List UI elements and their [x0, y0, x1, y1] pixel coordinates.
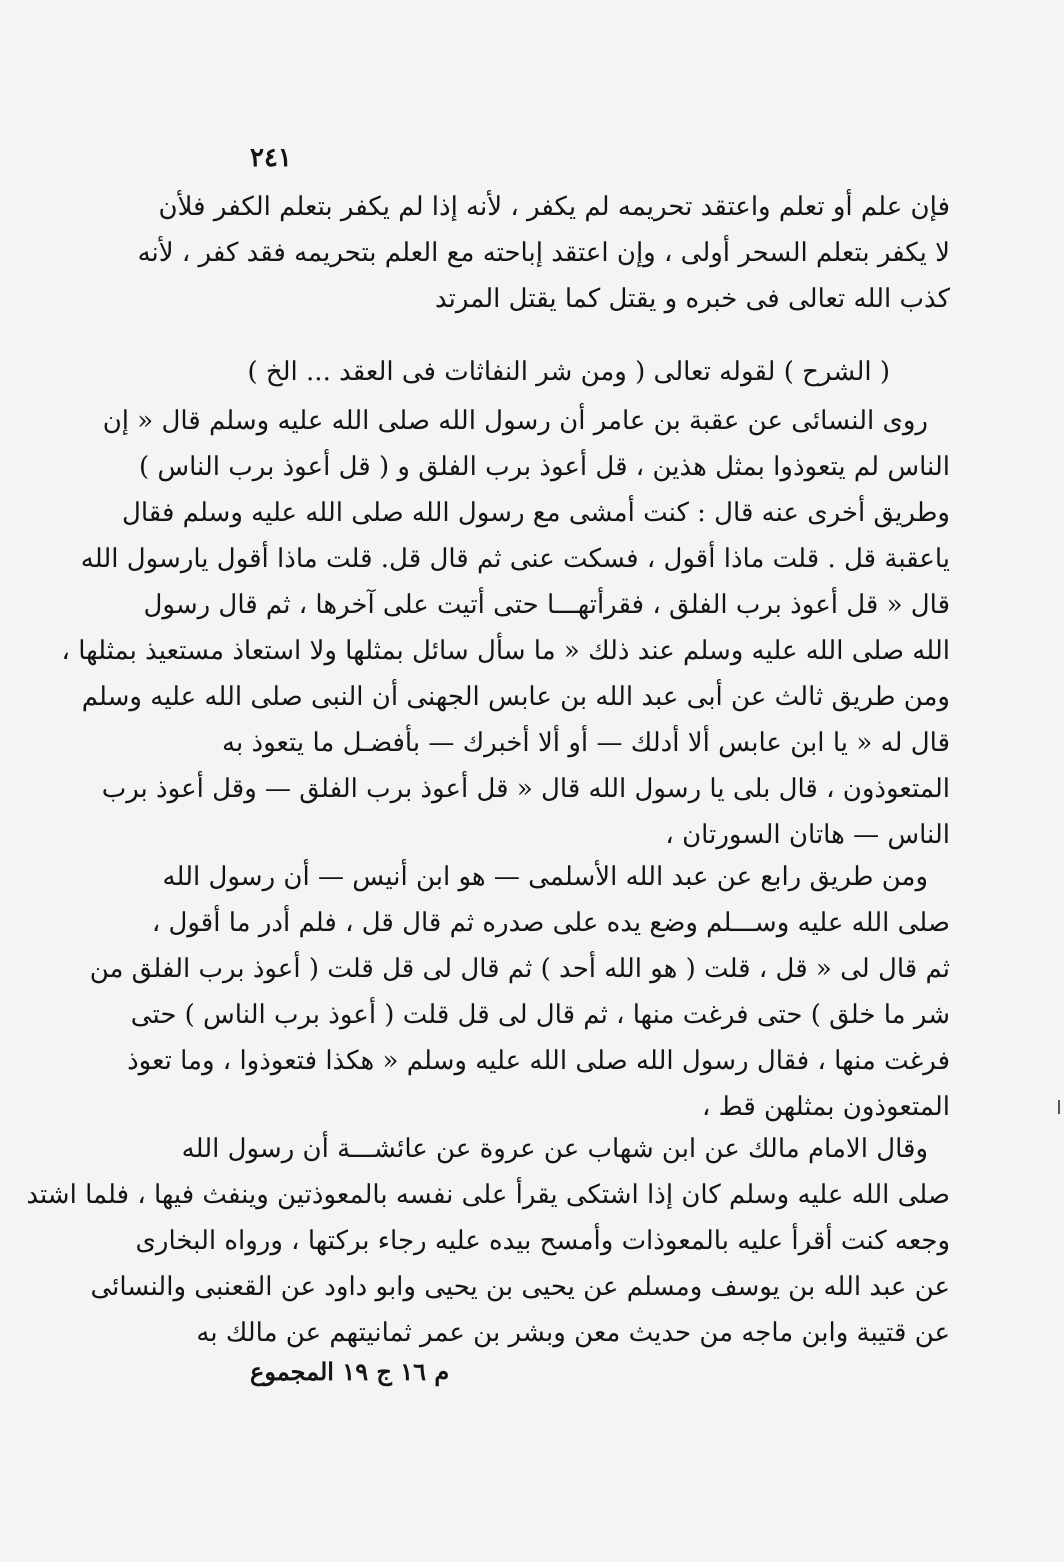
text-line: المتعوذون بمثلهن قط ،: [701, 1092, 950, 1122]
text-line: وجعه كنت أقرأ عليه بالمعوذات وأمسح بيده عليه رجاء بركتها ، ورواه البخارى: [135, 1226, 950, 1256]
text-line: عن عبد الله بن يوسف ومسلم عن يحيى بن يحيى وابو داود عن القعنبى والنسائى: [90, 1272, 950, 1302]
text-line: الناس — هاتان السورتان ،: [665, 820, 950, 850]
text-line: المتعوذون ، قال بلى يا رسول الله قال « قل أعوذ برب الفلق — وقل أعوذ برب: [101, 774, 950, 804]
text-line: ومن طريق رابع عن عبد الله الأسلمى — هو ابن أنيس — أن رسول الله: [162, 862, 928, 892]
text-line: الناس لم يتعوذوا بمثل هذين ، قل أعوذ برب الفلق و ( قل أعوذ برب الناس ): [138, 452, 950, 482]
text-line: قال « قل أعوذ برب الفلق ، فقرأتهـــا حتى أتيت على آخرها ، ثم قال رسول: [143, 590, 950, 620]
paragraph-2: [61, 398, 950, 858]
paragraph-1: [137, 184, 950, 322]
text-line: صلى الله عليه وسلم كان إذا اشتكى يقرأ على نفسه بالمعوذتين وينفث فيها ، فلما اشتد: [26, 1180, 950, 1210]
text-line: ومن طريق ثالث عن أبى عبد الله بن عابس الجهنى أن النبى صلى الله عليه وسلم: [81, 682, 950, 712]
paragraph-3: [89, 854, 950, 1130]
text-line: صلى الله عليه وســـلم وضع يده على صدره ثم قال قل ، فلم أدر ما أقول ،: [151, 908, 950, 938]
signature-mark: م ١٦ ج ١٩ المجموع: [250, 1357, 450, 1386]
text-line: ثم قال لى « قل ، قلت ( هو الله أحد ) ثم قال لى قل قلت ( أعوذ برب الفلق من: [89, 954, 950, 984]
edge-speck: [1058, 1100, 1060, 1114]
text-line: روى النسائى عن عقبة بن عامر أن رسول الله صلى الله عليه وسلم قال « إن: [102, 406, 928, 436]
text-line: شر ما خلق ) حتى فرغت منها ، ثم قال لى قل قلت ( أعوذ برب الناس ) حتى: [130, 1000, 950, 1030]
commentary-heading: [222, 352, 950, 398]
text-line: فرغت منها ، فقال رسول الله صلى الله عليه وسلم « هكذا فتعوذوا ، وما تعوذ: [127, 1046, 950, 1076]
page-number: ٢٤١: [250, 143, 292, 173]
text-line: عن قتيبة وابن ماجه من حديث معن وبشر بن عمر ثمانيتهم عن مالك به: [196, 1318, 950, 1348]
text-line: ( الشرح ) لقوله تعالى ( ومن شر النفاثات فى العقد ... الخ ): [247, 357, 890, 387]
text-line: فإن علم أو تعلم واعتقد تحريمه لم يكفر ، لأنه إذا لم يكفر بتعلم الكفر فلأن: [158, 192, 950, 222]
text-line: ياعقبة قل . قلت ماذا أقول ، فسكت عنى ثم قال قل. قلت ماذا أقول يارسول الله: [80, 544, 950, 574]
text-line: وطريق أخرى عنه قال : كنت أمشى مع رسول الله صلى الله عليه وسلم فقال: [121, 498, 950, 528]
text-line: لا يكفر بتعلم السحر أولى ، وإن اعتقد إباحته مع العلم بتحريمه فقد كفر ، لأنه: [137, 238, 950, 268]
text-line: الله صلى الله عليه وسلم عند ذلك « ما سأل سائل بمثلها ولا استعاذ مستعيذ بمثلها ،: [61, 636, 950, 666]
text-line: قال له « يا ابن عابس ألا أدلك — أو ألا أخبرك — بأفضـل ما يتعوذ به: [222, 728, 950, 758]
text-line: كذب الله تعالى فى خبره و يقتل كما يقتل المرتد: [435, 284, 950, 314]
text-line: وقال الامام مالك عن ابن شهاب عن عروة عن عائشـــة أن رسول الله: [181, 1134, 928, 1164]
paragraph-4: [26, 1126, 950, 1356]
